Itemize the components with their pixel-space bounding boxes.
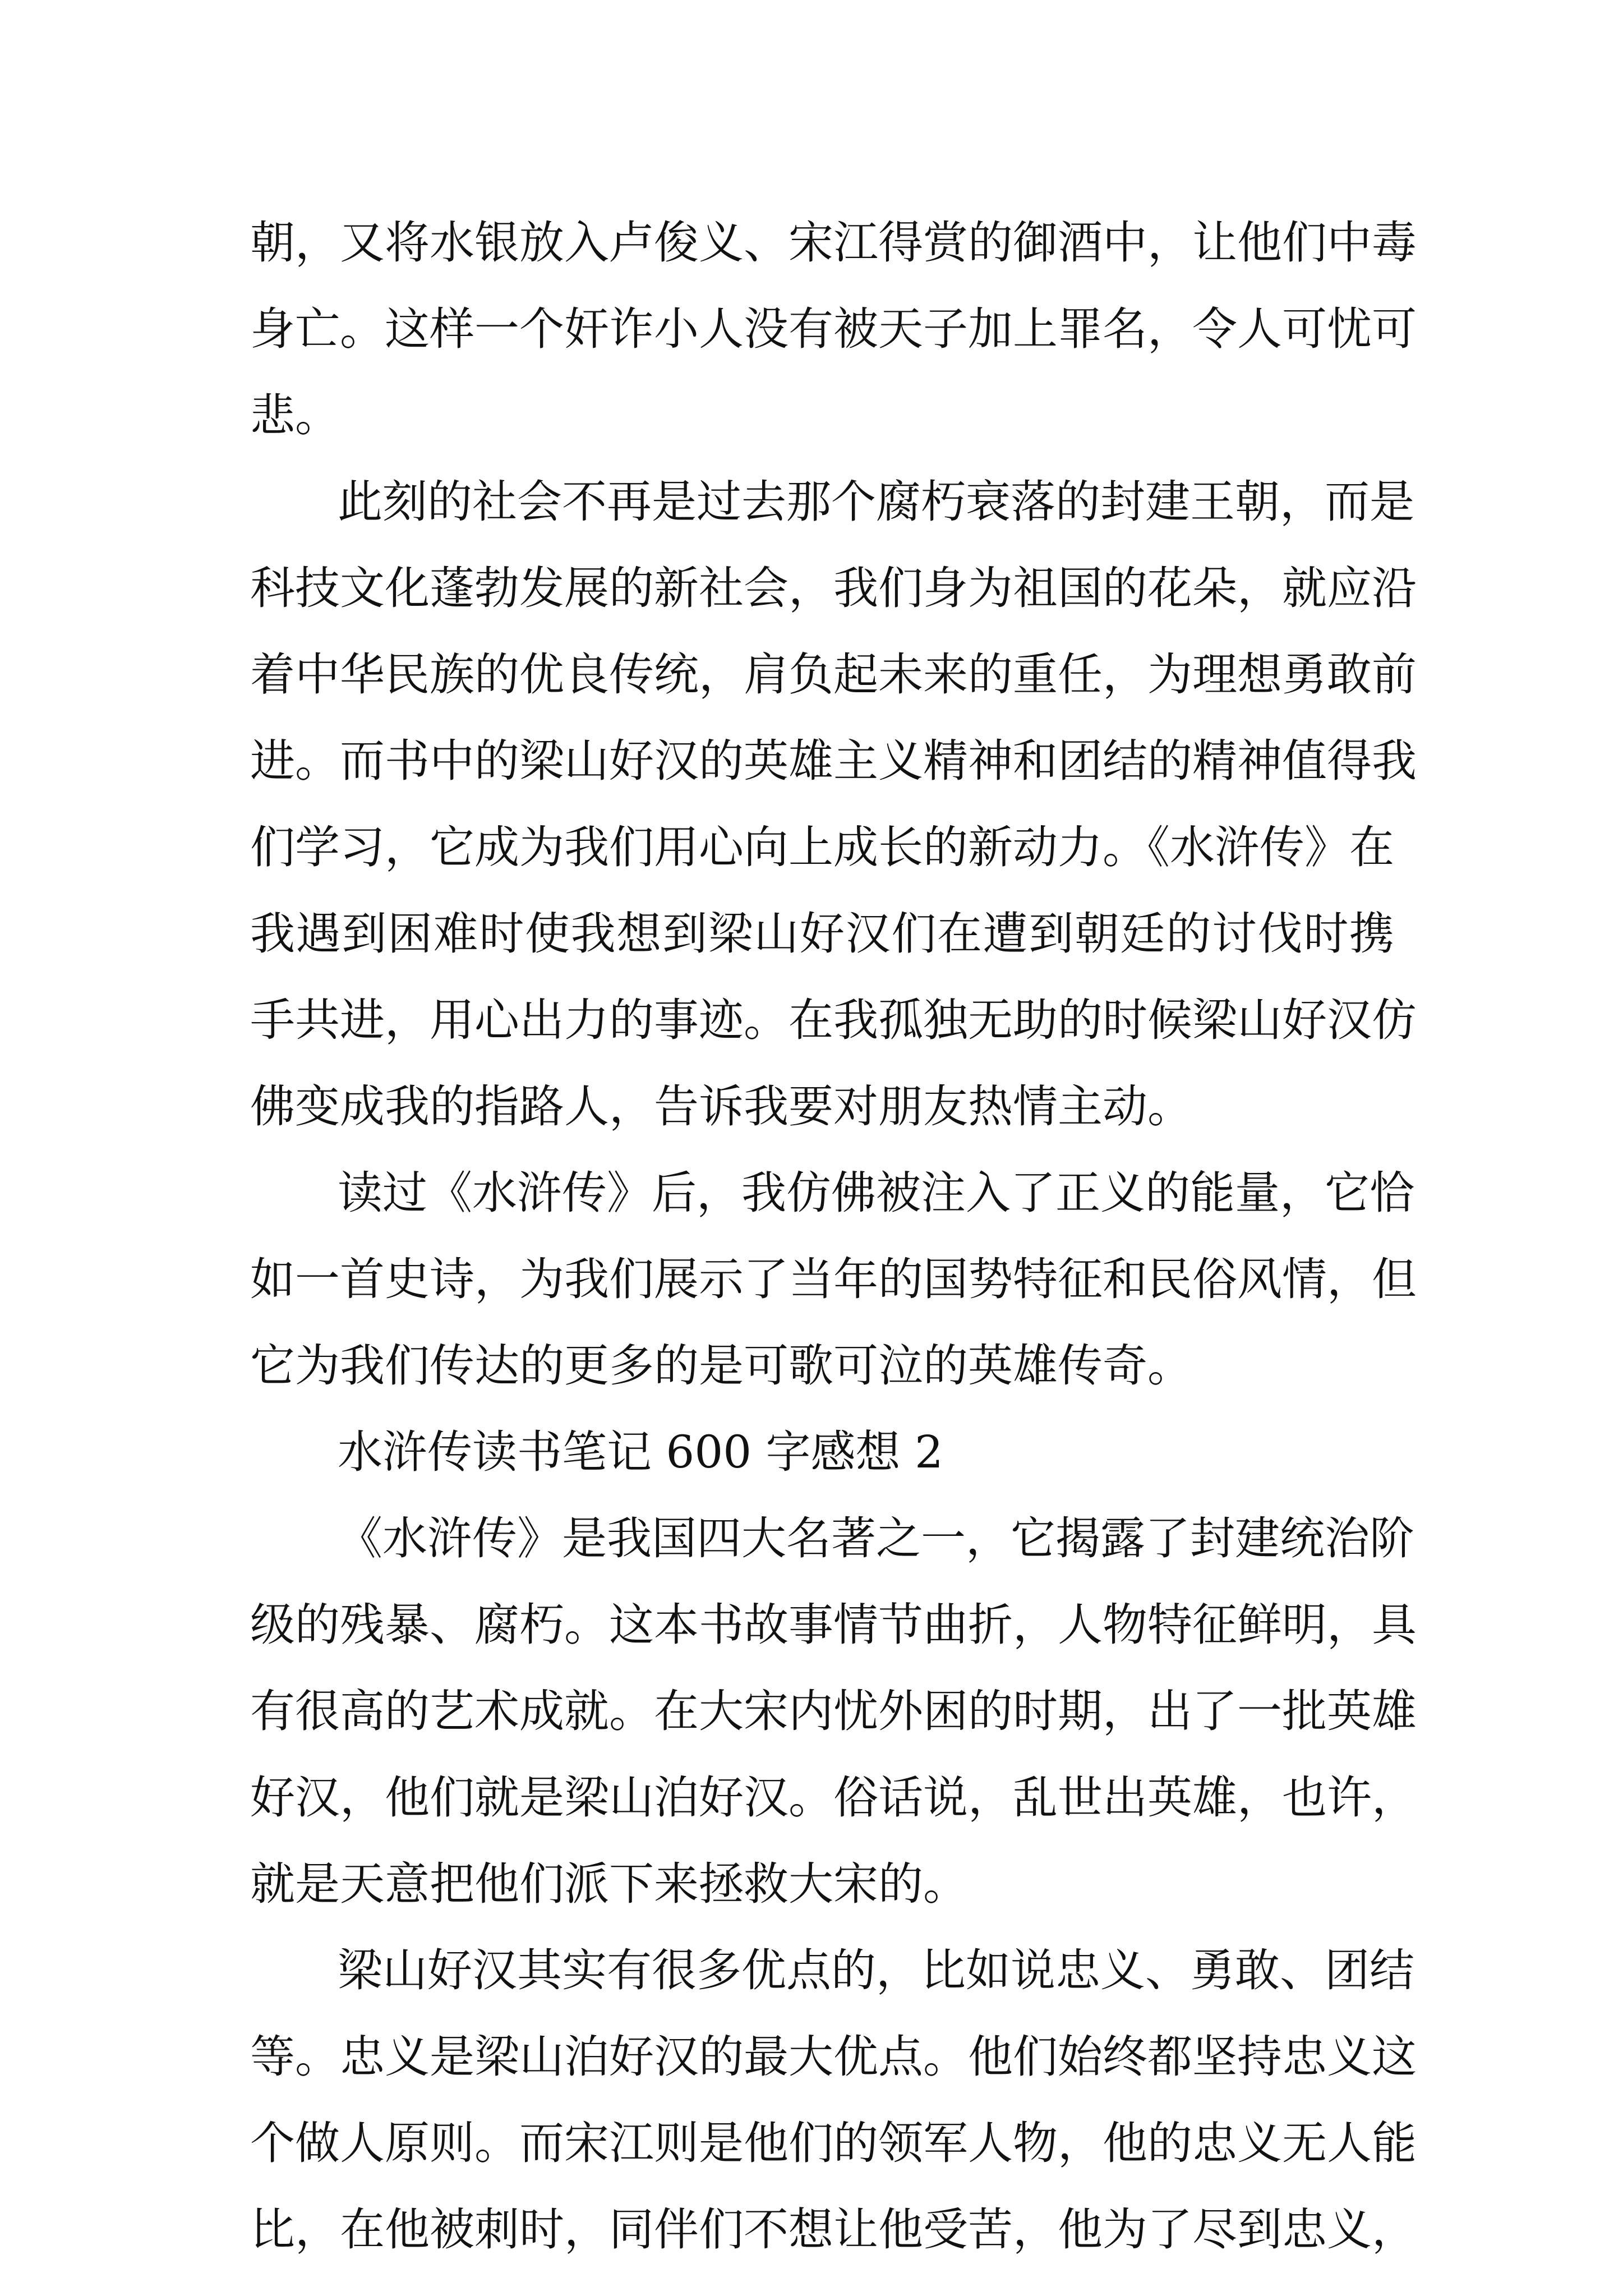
text-line: 此刻的社会不再是过去那个腐朽衰落的封建王朝，而是 [338, 476, 1414, 528]
text-line: 梁山好汉其实有很多优点的，比如说忠义、勇敢、团结 [338, 1944, 1414, 1996]
text-line: 级的残暴、腐朽。这本书故事情节曲折，人物特征鲜明，具 [250, 1599, 1417, 1651]
text-line: 科技文化蓬勃发展的新社会，我们身为祖国的花朵，就应沿 [250, 562, 1417, 614]
text-line: 身亡。这样一个奸诈小人没有被天子加上罪名，令人可忧可 [250, 303, 1417, 355]
text-line: 有很高的艺术成就。在大宋内忧外困的时期，出了一批英雄 [250, 1685, 1417, 1737]
text-line: 读过《水浒传》后，我仿佛被注入了正义的能量，它恰 [338, 1167, 1414, 1219]
text-line: 们学习，它成为我们用心向上成长的新动力。《水浒传》在 [250, 821, 1394, 873]
text-line: 好汉，他们就是梁山泊好汉。俗话说，乱世出英雄，也许， [250, 1772, 1417, 1824]
text-line: 我遇到困难时使我想到梁山好汉们在遭到朝廷的讨伐时携 [250, 908, 1394, 960]
text-line: 个做人原则。而宋江则是他们的领军人物，他的忠义无人能 [250, 2117, 1417, 2169]
text-line: 佛变成我的指路人，告诉我要对朋友热情主动。 [250, 1080, 1192, 1133]
text-line: 等。忠义是梁山泊好汉的最大优点。他们始终都坚持忠义这 [250, 2031, 1417, 2083]
text-line: 着中华民族的优良传统，肩负起未来的重任，为理想勇敢前 [250, 648, 1417, 701]
text-line: 《水浒传》是我国四大名著之一，它揭露了封建统治阶 [338, 1512, 1414, 1565]
text-line: 它为我们传达的更多的是可歌可泣的英雄传奇。 [250, 1340, 1192, 1392]
text-line: 比，在他被刺时，同伴们不想让他受苦，他为了尽到忠义， [250, 2203, 1417, 2256]
text-line: 如一首史诗，为我们展示了当年的国势特征和民俗风情，但 [250, 1253, 1417, 1305]
document-body [250, 200, 1417, 2273]
text-line: 手共进，用心出力的事迹。在我孤独无助的时候梁山好汉仿 [250, 994, 1417, 1046]
text-line: 水浒传读书笔记 600 字感想 2 [338, 1426, 943, 1478]
text-line: 悲。 [250, 389, 340, 441]
text-line: 就是天意把他们派下来拯救大宋的。 [250, 1858, 968, 1910]
text-line: 朝，又将水银放入卢俊义、宋江得赏的御酒中，让他们中毒 [250, 217, 1417, 269]
text-line: 进。而书中的梁山好汉的英雄主义精神和团结的精神值得我 [250, 735, 1417, 787]
